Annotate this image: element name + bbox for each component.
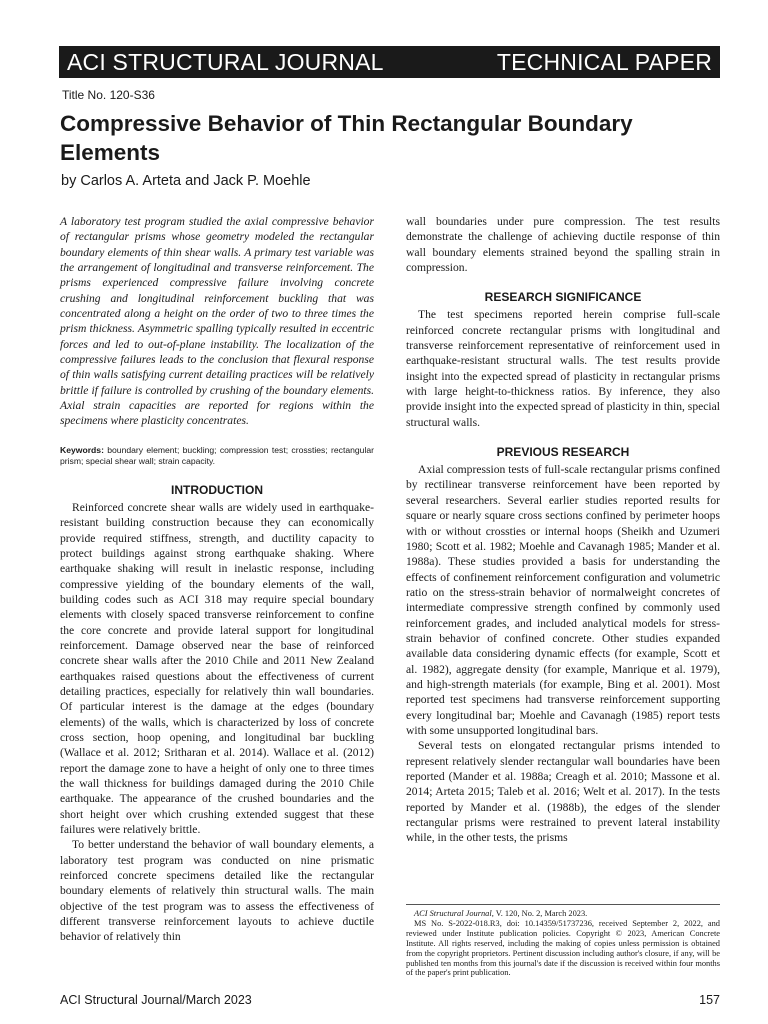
introduction-heading: INTRODUCTION (171, 482, 263, 497)
keywords-text: boundary element; buckling; compression test; crossties; rectangular prism; special shear wall; strain capacity. (60, 444, 374, 467)
footnote (406, 904, 720, 978)
footnote-issue: , V. 120, No. 2, March 2023. (491, 909, 588, 918)
previous-research-heading: PREVIOUS RESEARCH (496, 445, 630, 460)
journal-name: ACI STRUCTURAL JOURNAL (67, 49, 384, 75)
introduction-paragraph: To better understand the behavior of wall boundary elements, a laboratory test program was conducted on nine prismatic reinforced concrete specimens detailed like the rectangular boundary elements of relatively thin structural walls. The main objective of the test program was to assess the effectiveness of different transverse reinforcement layouts to achieve ductile behavior of relatively thin (60, 838, 374, 944)
paper-title: Compressive Behavior of Thin Rectangular Boundary Elements (60, 111, 633, 165)
journal-banner (59, 46, 720, 78)
significance-heading: RESEARCH SIGNIFICANCE (484, 290, 642, 305)
right-column (406, 214, 720, 846)
footnote-citation (406, 909, 720, 919)
abstract: A laboratory test program studied the axial compressive behavior of rectangular prisms whose geometry modeled the rectangular boundary elements of thin shear walls. A primary test variable was the arrangement of longitudinal and transverse reinforcement. The prisms experienced compressive failure involving concrete crushing and longitudinal reinforcement buckling that was concentrated along a height on the order of two to three times the prism thickness. Asymmetric spalling typically resulted in eccentric forces and led to out-of-plane instability. The localization of the compressive failures leads to the conclusion that flexural response of thin walls satisfying current detailing practices will be relatively brittle if failure is controlled by crushing of the boundary elements. Axial strain capacities are reported for regions within the specimens where plasticity concentrates. (60, 215, 374, 428)
left-column (60, 214, 374, 945)
keywords-label: Keywords: (60, 444, 104, 455)
footer-journal: ACI Structural Journal/March 2023 (60, 993, 252, 1007)
significance-paragraph: The test specimens reported herein comprise full-scale reinforced concrete rectangular prisms with longitudinal and transverse reinforcement representative of reinforcement used in earthquake-resistant structural walls. The test results provide insight into the expected spread of plasticity in rectangular prisms with large height-to-thickness ratios. By inference, they also provide insight into the expected spread of plasticity in thin, special structural walls. (406, 308, 720, 429)
paper-type: TECHNICAL PAPER (496, 49, 712, 75)
page-number: 157 (699, 993, 720, 1007)
title-number: Title No. 120-S36 (62, 88, 155, 102)
previous-research-paragraph: Several tests on elongated rectangular prisms intended to represent relatively slender rectangular wall boundaries have been reported (Mander et al. 1988a; Creagh et al. 2010; Massone et al. 2014; Arteta 2015; Taleb et al. 2016; Welt et al. 2017). In the tests reported by Mander et al. (1988b), the edges of the slender rectangular prisms were restrained to prevent lateral instability while, in the other tests, the prisms (406, 739, 720, 845)
introduction-paragraph: Reinforced concrete shear walls are widely used in earthquake-resistant building construction because they can economically provide required stiffness, strength, and ductility capacity to protect buildings against strong earthquake shaking. Where earthquake shaking will result in inelastic response, including compressive yielding of the boundary elements of the wall, building codes such as ACI 318 may require special boundary elements with closely spaced transverse reinforcement to confine the core concrete and provide lateral support for longitudinal reinforcement. Damage observed near the base of reinforced concrete shear walls after the 2010 Chile and 2011 New Zealand earthquakes raised questions about the effectiveness of current detailing practices, especially for relatively thin wall boundaries. Of particular interest is the damage at the edges (boundary elements) of the walls, which is characterized by loss of concrete cross section, hoop opening, and longitudinal bar buckling (Wallace et al. 2012; Sritharan et al. 2014). Wallace et al. (2012) report the damage zone to have a height of only one to three times the wall thickness for buildings damaged during the 2010 Chile earthquake. The appearance of the crushed boundaries and the short height over which crushing extended suggest that these failures were relatively brittle. (60, 500, 374, 837)
keywords (60, 445, 374, 468)
footnote-journal: ACI Structural Journal (414, 909, 492, 918)
footnote-manuscript: MS No. S-2022-018.R3, doi: 10.14359/51737236, received September 2, 2022, and reviewed under Institute publication policies. Copyright © 2023, American Concrete Institute. All rights reserved, including the making of copies unless permission is obtained from the copyright proprietors. Pertinent discussion including author's closure, if any, will be published ten months from this journal's date if the discussion is received within four months of the paper's print publication. (406, 918, 720, 978)
introduction-paragraph-continued: wall boundaries under pure compression. The test results demonstrate the challenge of achieving ductile response of thin wall boundary elements strained beyond the spalling strain in compression. (406, 215, 720, 275)
previous-research-paragraph: Axial compression tests of full-scale rectangular prisms confined by rectilinear transverse reinforcement have been reported by several researchers. Several earlier studies reported results for square or nearly square cross sections confined by perimeter hoops with or without crossties or internal hoops (Sheikh and Uzumeri 1980; Scott et al. 1982; Moehle and Cavanagh 1985; Mander et al. 1988a). These studies provided a basis for understanding the effects of confinement reinforcement configuration and volumetric ratio on the stress-strain behavior of normalweight concretes of intermediate compressive strength confined by commonly used reinforcement grades, and included analytical models for stress-strain behavior of confined concrete. Other studies expanded available data considering dynamic effects (for example, Scott et al. 1982), aggregate density (for example, Manrique et al. 1979), and high-strength materials (for example, Bing et al. 2001). Most reported test specimens had transverse reinforcement supporting every longitudinal bar; Moehle and Cavanagh (1985) report tests with some unsupported longitudinal bars. (406, 463, 720, 737)
authors: by Carlos A. Arteta and Jack P. Moehle (61, 173, 311, 189)
